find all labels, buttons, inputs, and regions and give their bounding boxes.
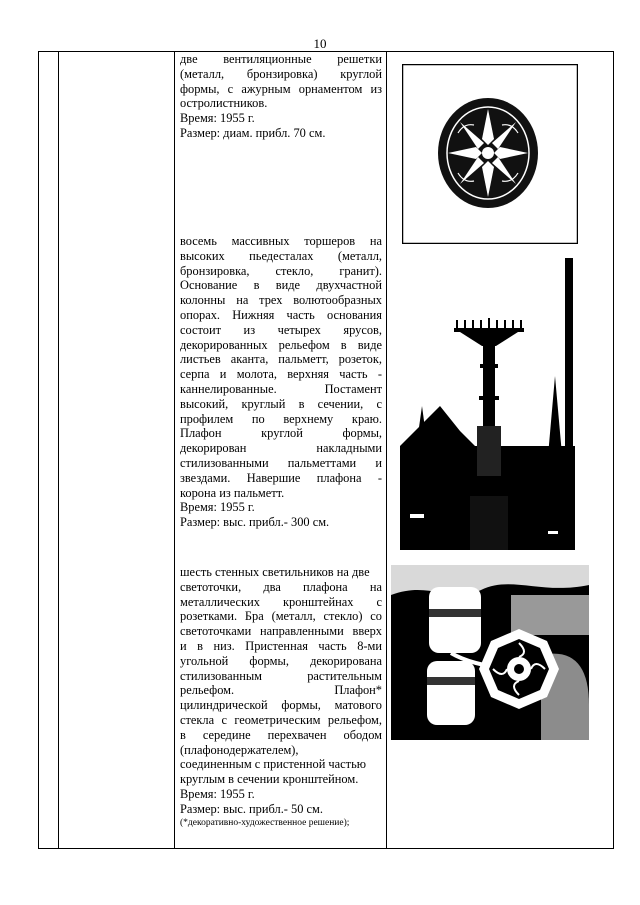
entry-time: Время: 1955 г. <box>180 111 255 126</box>
description-line: звездами. Навершие плафона - <box>180 470 382 485</box>
column-divider-1 <box>58 51 59 849</box>
description-line: серпа и молота, верхняя часть - <box>180 367 382 382</box>
entry-size: Размер: выс. прибл.- 50 см. <box>180 801 323 816</box>
description-line: профилем по верхнему краю. <box>180 411 382 426</box>
table-border-right <box>613 51 614 849</box>
description-line: декорированных рельефом в виде <box>180 337 382 352</box>
wall-sconce-photo <box>391 565 589 740</box>
description-line: (плафонодержателем), <box>180 742 299 757</box>
description-line: формы, с ажурным орнаментом из <box>180 81 382 96</box>
description-line: стекла с геометрическим рельефом, <box>180 712 382 727</box>
description-line: светоточки, два плафона на <box>180 579 382 594</box>
description-line: состоит из четырех ярусов, <box>180 322 382 337</box>
description-line: металлических кронштейнах с <box>180 594 382 609</box>
page-number: 10 <box>313 36 327 51</box>
column-divider-3 <box>386 51 387 849</box>
description-line: остролистников. <box>180 96 268 111</box>
description-line: листьев аканта, пальметт, розеток, <box>180 352 382 367</box>
description-line: цилиндрической формы, матового <box>180 698 382 713</box>
description-line: две вентиляционные решетки <box>180 52 382 66</box>
description-line: Плафон круглой формы, <box>180 426 382 441</box>
description-line: угольной формы, декорирована <box>180 653 382 668</box>
entry-size: Размер: выс. прибл.- 300 см. <box>180 515 330 530</box>
description-line: шесть стенных светильников на две <box>180 565 370 579</box>
description-line: круглым в сечении кронштейном. <box>180 772 359 787</box>
description-line: восемь массивных торшеров на <box>180 234 382 248</box>
description-line: в середине перехвачен ободом <box>180 727 382 742</box>
entry-ventilation-grilles <box>180 52 382 141</box>
table-border-left <box>38 51 39 849</box>
description-line: (металл, бронзировка) круглой <box>180 66 382 81</box>
description-line: рельефом. Плафон* <box>180 683 382 698</box>
description-line: высоких пьедесталах (металл, <box>180 248 382 263</box>
entry-floor-lamps <box>180 234 382 530</box>
description-line: колонны на трех волютообразных <box>180 293 382 308</box>
entry-time: Время: 1955 г. <box>180 500 255 515</box>
entry-size: Размер: диам. прибл. 70 см. <box>180 125 326 140</box>
description-line: розетками. Бра (металл, стекло) со <box>180 609 382 624</box>
description-line: и в низ. Пристенная часть 8-ми <box>180 638 382 653</box>
description-line: высокий, круглый в сечении, с <box>180 396 382 411</box>
description-line: стилизованным растительным <box>180 668 382 683</box>
round-ventilation-grille-photo <box>402 64 578 244</box>
floor-lamp-photo <box>400 256 575 550</box>
entry-time: Время: 1955 г. <box>180 786 255 801</box>
description-line: декорирован накладными <box>180 441 382 456</box>
description-line: соединенным с пристенной частью <box>180 757 366 772</box>
description-line: бронзировка, стекло, гранит). <box>180 263 382 278</box>
column-divider-2 <box>174 51 175 849</box>
description-line: каннелированные. Постамент <box>180 381 382 396</box>
table-bottom-border <box>38 848 614 849</box>
entry-note: (*декоративно-художественное решение); <box>180 817 350 828</box>
description-line: корона из пальметт. <box>180 485 285 500</box>
description-line: светоточками направленными вверх <box>180 624 382 639</box>
entry-wall-sconces <box>180 565 382 829</box>
description-line: стилизованными пальметтами и <box>180 455 382 470</box>
description-line: Основание в виде двухчастной <box>180 278 382 293</box>
description-line: опорах. Нижняя часть основания <box>180 307 382 322</box>
